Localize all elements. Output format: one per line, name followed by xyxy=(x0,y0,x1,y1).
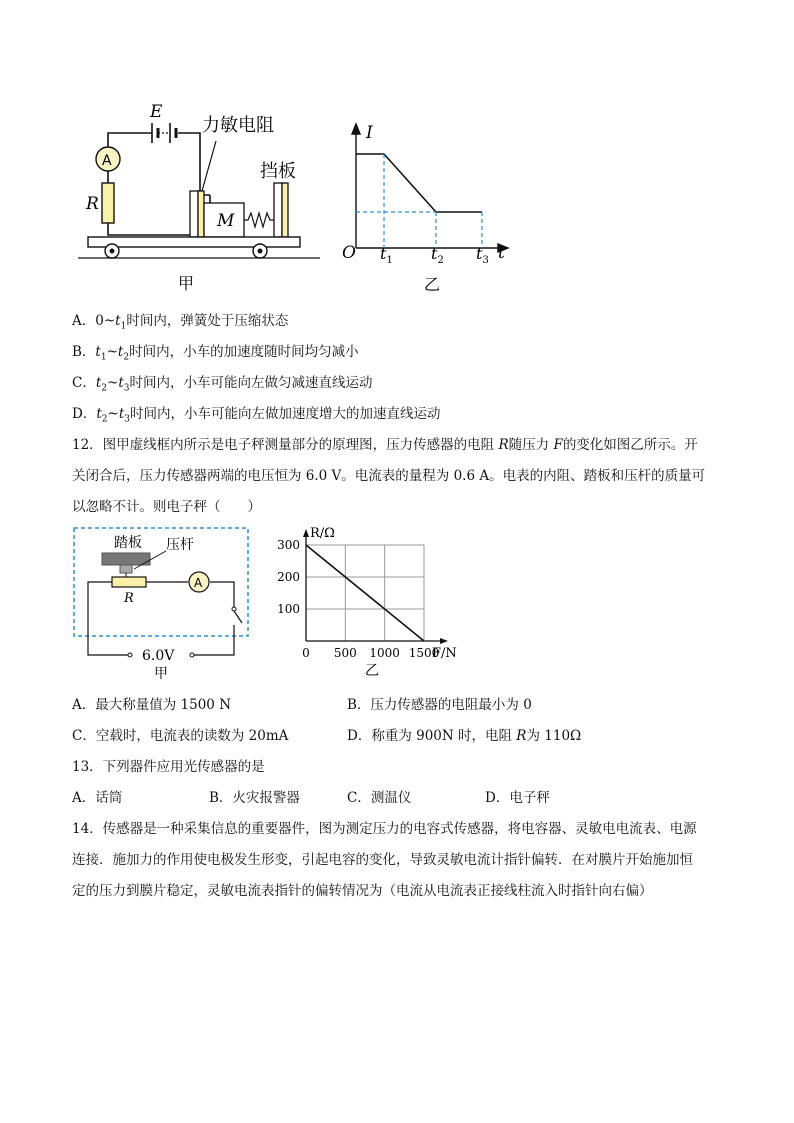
figure-caption-jia: 甲 xyxy=(178,274,195,293)
pressure-sensor xyxy=(112,577,146,587)
figure-11-jia xyxy=(70,95,340,300)
pedal-label: 踏板 xyxy=(114,535,142,551)
figure-12-jia xyxy=(70,525,260,685)
q13-option-a[interactable]: A．话筒 xyxy=(72,790,123,806)
q12-option-a[interactable]: A．最大称量值为 1500 N xyxy=(72,697,232,713)
svg-text:t3: $t_3$ xyxy=(476,244,489,266)
current-curve xyxy=(356,154,482,212)
origin-label: 0 xyxy=(302,646,310,660)
q14-stem-line1: 14．传感器是一种采集信息的重要器件，图为测定压力的电容式传感器，将电容器、灵敏电电流表、电源 xyxy=(72,821,697,837)
axis-t-label: t xyxy=(498,243,505,263)
x-axis-label: F/N xyxy=(432,646,457,661)
q12-stem-line2: 关闭合后，压力传感器两端的电压恒为 6.0 V。电流表的量程为 0.6 A。电表的内阻、踏板和压杆的质量可 xyxy=(72,468,706,484)
svg-text:t1: $t_1$ xyxy=(380,244,393,266)
sensor-r-label: R xyxy=(124,591,134,606)
voltage-label: 6.0V xyxy=(142,648,175,664)
x-tick-label: 1000 xyxy=(369,646,400,660)
q13-option-b[interactable]: B．火灾报警器 xyxy=(209,790,300,806)
q13-option-c[interactable]: C．测温仪 xyxy=(347,790,412,806)
force-sensor xyxy=(190,191,198,237)
spring xyxy=(244,213,274,227)
q13-option-d[interactable]: D．电子秤 xyxy=(485,790,550,806)
block-label: M xyxy=(217,211,235,231)
series-line xyxy=(306,545,424,641)
q12-stem-line1: 12．图甲虚线框内所示是电子秤测量部分的原理图，压力传感器的电阻 R随压力 F的变化如图乙所示。开 xyxy=(72,437,698,453)
q12-stem-line3: 以忽略不计。则电子秤（ ） xyxy=(72,499,261,515)
y-tick-label: 100 xyxy=(277,602,300,616)
figure-caption-yi: 乙 xyxy=(424,275,441,294)
origin-label: O xyxy=(342,243,356,263)
sensor-label: 力敏电阻 xyxy=(202,115,274,136)
ammeter-label: A xyxy=(102,153,112,169)
baffle-label: 挡板 xyxy=(260,161,296,182)
y-axis-arrow xyxy=(303,529,309,537)
q13-stem: 13．下列器件应用光传感器的是 xyxy=(72,759,265,775)
q11-option-b[interactable]: B．$t_1\sim t_2$时间内，小车的加速度随时间均匀减小 xyxy=(72,344,359,363)
baffle xyxy=(274,183,282,237)
q12-option-d[interactable]: D．称重为 900N 时，电阻 R为 110Ω xyxy=(347,728,582,744)
svg-text:t2: $t_2$ xyxy=(431,244,444,266)
figure-12-yi-chart xyxy=(270,525,490,685)
figure-caption-12-yi: 乙 xyxy=(365,663,379,679)
y-tick-label: 300 xyxy=(277,538,300,552)
figure-caption-12-jia: 甲 xyxy=(154,666,168,682)
pedal xyxy=(102,553,150,565)
emf-label: E xyxy=(150,102,163,122)
q14-stem-line3: 定的压力到膜片稳定，灵敏电流表指针的偏转情况为（电流从电流表正接线柱流入时指针向右偏） xyxy=(72,883,653,899)
y-tick-label: 200 xyxy=(277,570,300,584)
ammeter-12-label: A xyxy=(194,576,203,590)
resistor-label: R xyxy=(86,194,99,214)
figure-11-yi xyxy=(340,118,520,298)
q14-stem-line2: 连接．施加力的作用使电极发生形变，引起电容的变化，导致灵敏电流计指针偏转．在对膜片开始施加恒 xyxy=(72,852,693,868)
cart xyxy=(88,237,300,247)
x-tick-label: 1500 xyxy=(408,646,440,660)
q12-option-b[interactable]: B．压力传感器的电阻最小为 0 xyxy=(347,697,532,713)
y-axis-label: R/Ω xyxy=(310,526,335,541)
x-tick-label: 500 xyxy=(333,646,357,660)
q12-option-c[interactable]: C．空载时，电流表的读数为 20mA xyxy=(72,728,289,744)
q11-option-c[interactable]: C．$t_2\sim t_3$时间内，小车可能向左做匀减速直线运动 xyxy=(72,375,373,394)
resistor xyxy=(102,183,114,223)
axis-i-label: I xyxy=(366,123,373,143)
rod-label: 压杆 xyxy=(166,537,194,553)
x-axis-arrow xyxy=(440,638,448,644)
q11-option-a[interactable]: A．$0\sim t_1$时间内，弹簧处于压缩状态 xyxy=(72,313,289,332)
q11-option-d[interactable]: D．$t_2\sim t_3$时间内，小车可能向左做加速度增大的加速直线运动 xyxy=(72,406,441,425)
